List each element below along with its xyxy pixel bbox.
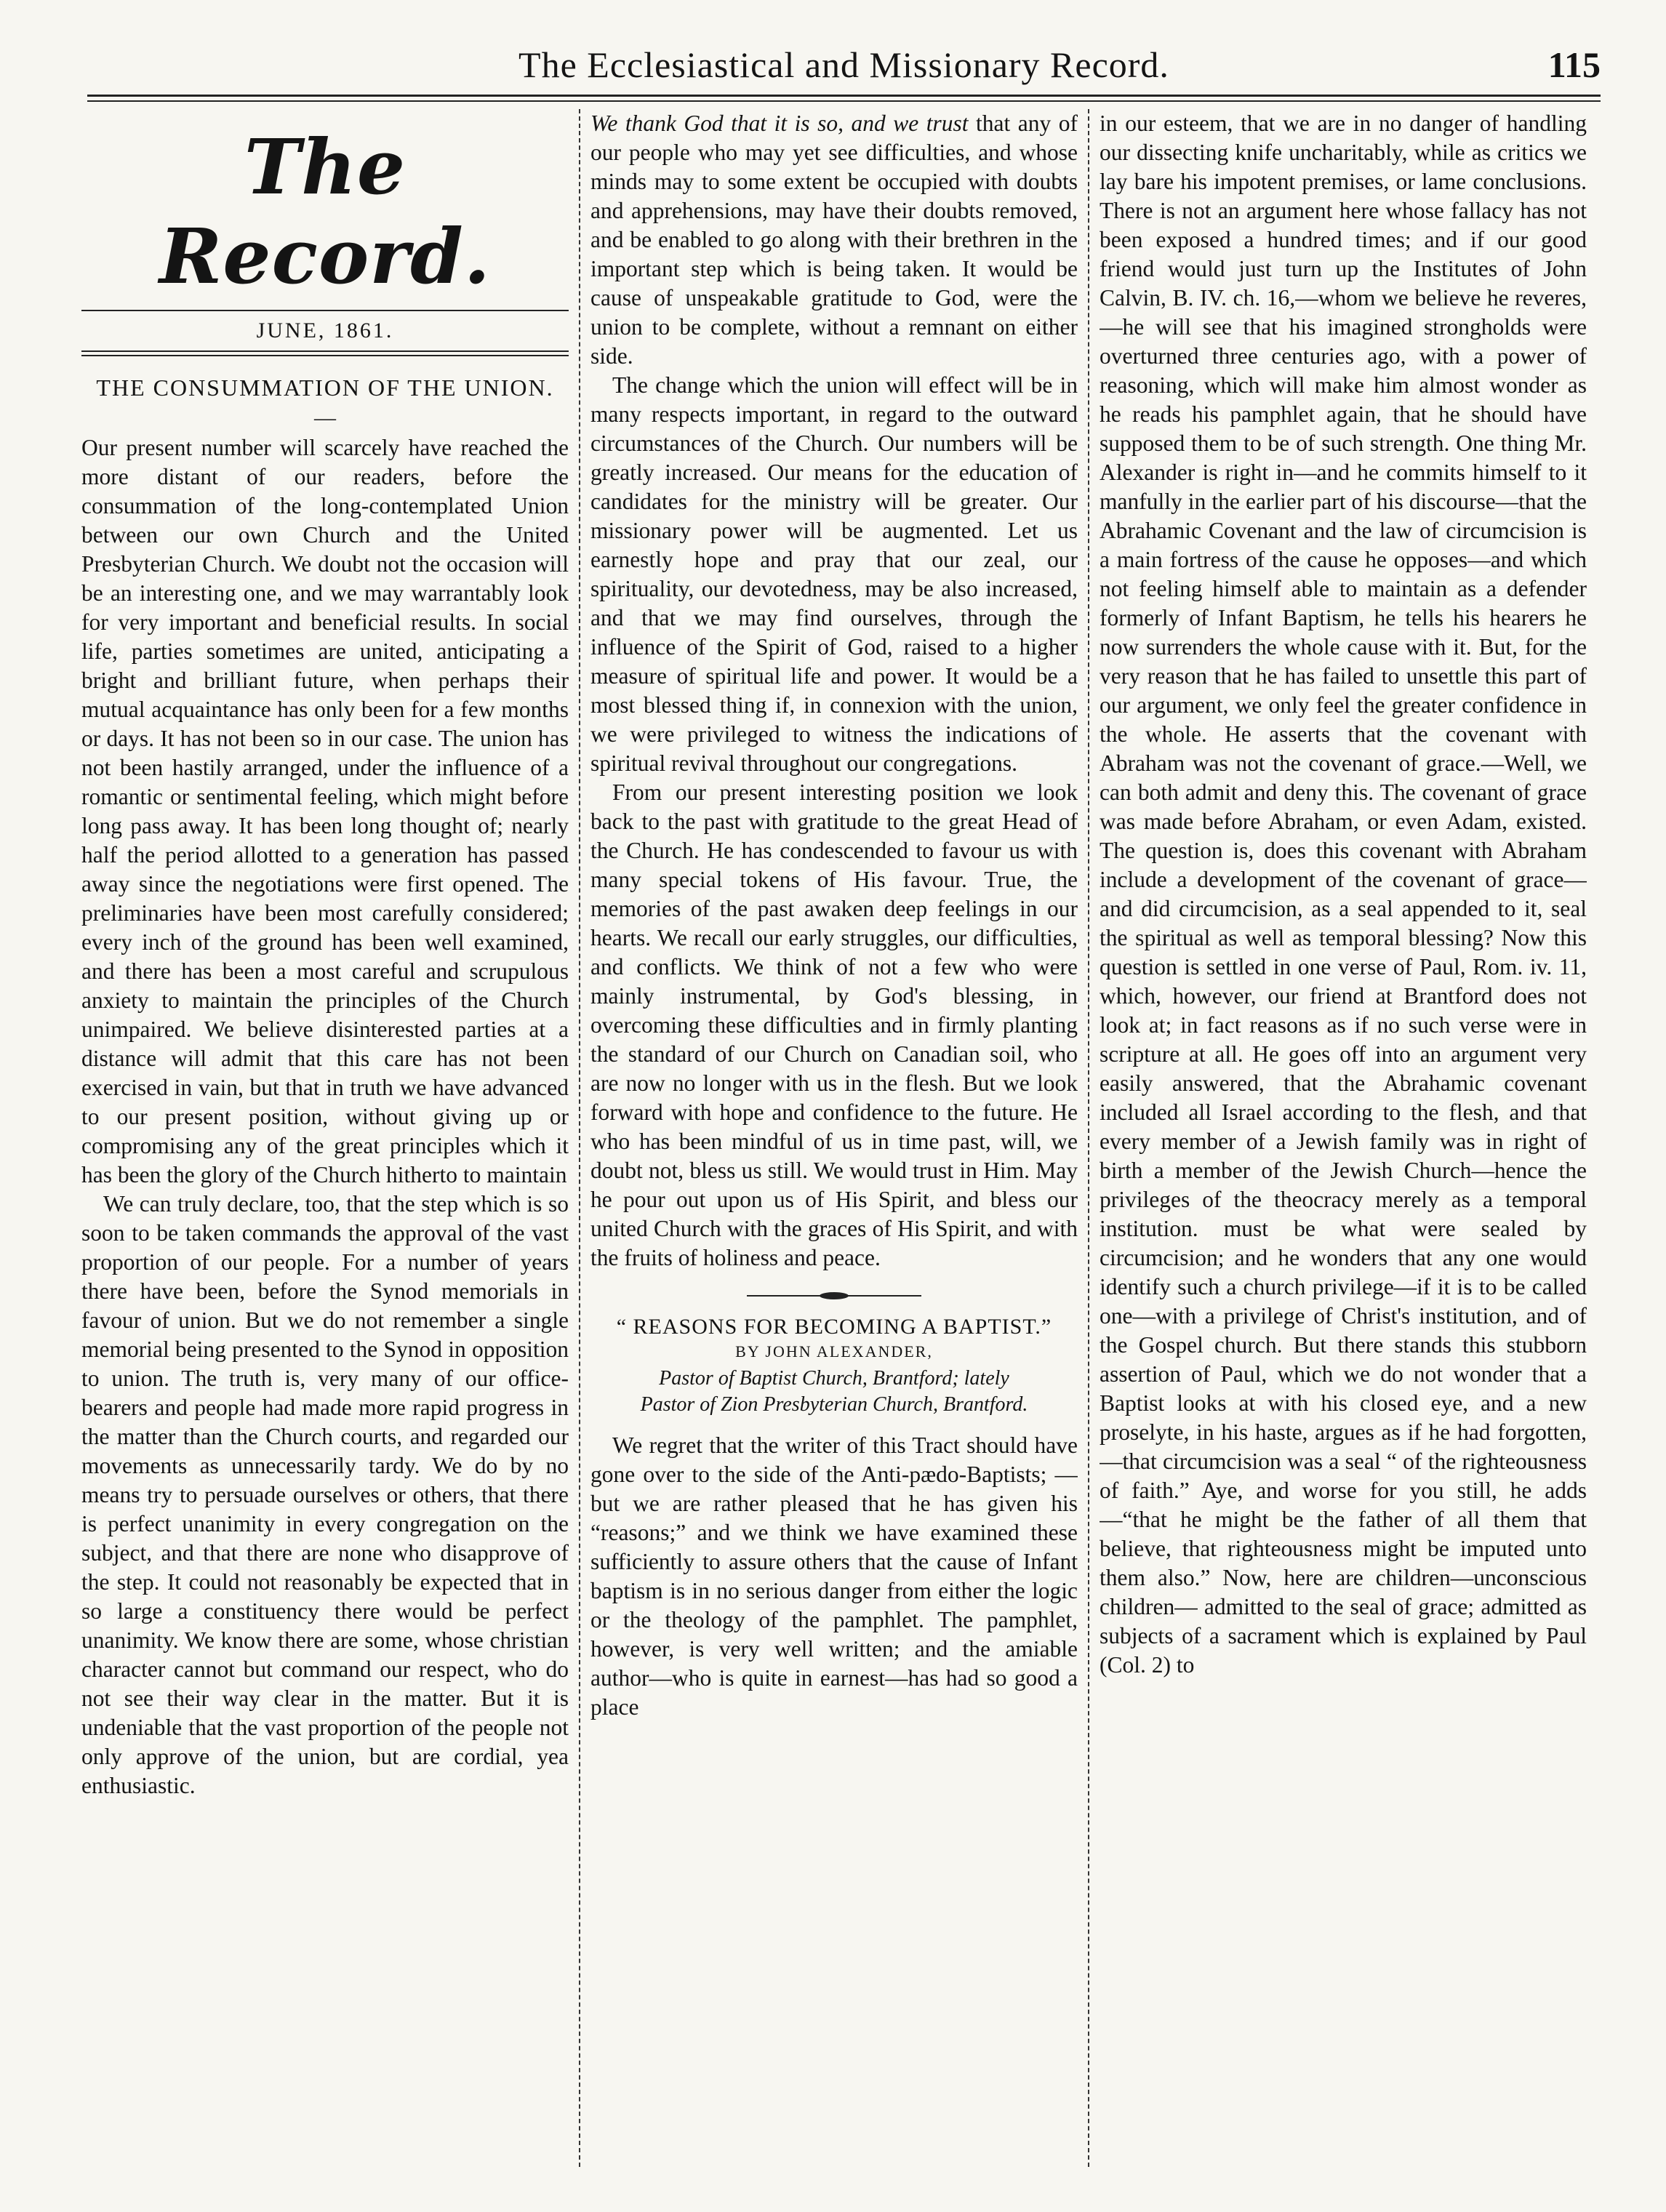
header-rule xyxy=(87,100,1601,102)
columns xyxy=(81,109,1601,2167)
article-paragraph xyxy=(590,109,1078,371)
masthead-title: The Record. xyxy=(159,122,491,301)
issue-date: JUNE, 1861. xyxy=(256,318,394,342)
article-paragraph: in our esteem, that we are in no danger of handling our dissecting knife uncharitably, while as critics we lay bare his impotent premises, or lame conclusions. There is not an argument here whose fallacy has not been exposed a hundred times; and if our good friend would just turn up the Institutes of John Calvin, B. IV. ch. 16,—whom we believe he reveres,—he will see that his imagined strongholds were overturned three centuries ago, with a power of reasoning, which will make him almost wonder as he reads his pamphlet again, that he should have supposed them to be of such strength. One thing Mr. Alexander is right in—and he commits himself to it manfully in the earlier part of his discourse—that the Abrahamic Covenant and the law of circumcision is a main fortress of the cause he opposes—and which not feeling himself able to maintain as a defender formerly of Infant Baptism, he tells his hearers he now surrenders the whole cause with it. But, for the very reason that he has failed to unsettle this part of our argument, we only feel the greater confidence in the whole. He asserts that the covenant with Abraham was not the covenant of grace.—Well, we can both admit and deny this. The covenant of grace was made before Abraham, or even Adam, existed. The question is, does this covenant with Abraham include a development of the covenant of grace—and did circumcision, as a seal appended to it, seal the spiritual as well as temporal blessing? Now this question is settled in one verse of Paul, Rom. iv. 11, which, however, our friend at Brantford does not look at; in fact reasons as if no such verse were in scripture at all. He goes off into an argument very easily answered, that the Abrahamic covenant included all Israel according to the flesh, and that every member of a Jewish family was in right of birth a member of the Jewish Church—hence the privileges of the theocracy merely as a temporal institution. must be what were sealed by circumcision; and he wonders that any one would identify such a church privilege—if it is to be called one—with a privilege of Christ's institution, and of the Gospel church. But there stands this stubborn assertion of Paul, which we do not wonder that a Baptist looks at with his closed eye, and a new proselyte, in his haste, argues as if he had forgotten,—that circumcision was a seal “ of the righteousness of faith.” Aye, and worse for you still, he adds—“that he might be the father of all them that believe, that righteousness might be imputed unto them also.” Now, here are children—unconscious children— admitted to the seal of grace; admitted as subjects of a sacrament which is explained by Paul (Col. 2) to xyxy=(1100,111,1587,1678)
article-paragraph: From our present interesting position we look back to the past with gratitude to the great Head of the Church. He has condescended to favour us with many special tokens of His favour. True, the memories of the past awaken deep feelings in our hearts. We recall our early struggles, our difficulties, and conflicts. We think of not a few who were mainly instrumental, by God's blessing, in overcoming these difficulties and in firmly planting the standard of our Church on Canadian soil, who are now no longer with us in the flesh. But we look forward with hope and confidence to the future. He who has been mindful of us in time past, will, we doubt not, bless us still. We would trust in Him. May he pour out upon us of His Spirit, and bless our united Church with the graces of His Spirit, and with the fruits of holiness and peace. xyxy=(590,780,1078,1270)
article-paragraph: We can truly declare, too, that the step which is so soon to be taken commands the approval of the vast proportion of our people. For a number of years there have been, before the Synod memorials in favour of union. But we do not remember a single memorial being presented to the Synod in opposition to union. The truth is, very many of our office-bearers and people had made more rapid progress in the matter than the Church courts, and regarded our movements as unnecessarily tardy. We do by no means try to persuade ourselves or others, that there is perfect unanimity in every congregation on the subject, and that there are none who disapprove of the step. It could not reasonably be expected that in so large a constituency there would be perfect unanimity. We know there are some, whose christian character cannot but command our respect, who do not see their way clear in the matter. But it is undeniable that the vast proportion of the people not only approve of the union, but are cordial, yea enthusiastic. xyxy=(81,1191,569,1798)
header-rule xyxy=(87,95,1601,97)
column-3 xyxy=(1100,109,1587,2167)
page-number: 115 xyxy=(1547,44,1601,85)
date-rule xyxy=(81,350,569,356)
article-title: THE CONSUMMATION OF THE UNION. xyxy=(96,374,554,401)
section-ornament xyxy=(747,1290,921,1302)
masthead-rule xyxy=(81,310,569,311)
italic-phrase: We thank God that it is so, and we trust xyxy=(590,111,969,136)
article-paragraph: The change which the union will effect will be in many respects important, in regard to the outward circumstances of the Church. Our numbers will be greatly increased. Our means for the education of candidates for the ministry will be greater. Our missionary power will be augmented. Let us earnestly hope and pray that our zeal, our spirituality, our devotedness, may be also increased, and that we may find ourselves, through the influence of the Spirit of God, raised to a higher measure of spiritual life and power. It would be a most blessed thing if, in connexion with the union, we were privileged to witness the indications of spiritual revival throughout our congregations. xyxy=(590,372,1078,776)
journal-title: The Ecclesiastical and Missionary Record. xyxy=(518,44,1169,85)
column-divider xyxy=(579,109,580,2167)
column-divider xyxy=(1088,109,1089,2167)
article-paragraph: Our present number will scarcely have reached the more distant of our readers, before the consummation of the long-contemplated Union between our own Church and the United Presbyterian Church. We doubt not the occasion will be an interesting one, and we may warrantably look for very important and beneficial results. In social life, parties sometimes are united, anticipating a bright and brilliant future, when perhaps their mutual acquaintance has only been for a few months or days. It has not been so in our case. The union has not been hastily arranged, under the influence of a romantic or sentimental feeling, which might before long pass away. It has been long thought of; nearly half the period allotted to a generation has passed away since the negotiations were first opened. The preliminaries have been most carefully considered; every inch of the ground has been well examined, and there has been a most careful and scrupulous anxiety to maintain the principles of the Church unimpaired. We believe disinterested parties at a distance will admit that this care has not been exercised in vain, but that in truth we have advanced to our present position, without giving up or compromising any of the great principles which it has been the glory of the Church hitherto to maintain xyxy=(81,435,569,1187)
affiliation-line: Pastor of Zion Presbyterian Church, Brantford. xyxy=(640,1393,1028,1416)
column-1 xyxy=(81,109,569,2167)
review-byline: BY JOHN ALEXANDER, xyxy=(735,1342,933,1361)
title-dash: — xyxy=(314,406,336,430)
running-head xyxy=(87,44,1601,95)
column-2 xyxy=(590,109,1078,2167)
affiliation-line: Pastor of Baptist Church, Brantford; lately xyxy=(659,1367,1009,1390)
review-title: “ REASONS FOR BECOMING A BAPTIST.” xyxy=(616,1315,1052,1339)
paragraph-text: that any of our people who may yet see difficulties, and whose minds may to some extent be occupied with doubts and apprehensions, may have their doubts removed, and be enabled to go along with their brethren in the important step which is being taken. It would be cause of unspeakable gratitude to God, were the union to be complete, without a remnant on either side. xyxy=(590,111,1078,369)
review-affiliation xyxy=(590,1366,1078,1418)
article-paragraph: We regret that the writer of this Tract should have gone over to the side of the Anti-pædo-Baptists; —but we are rather pleased that he has given his “reasons;” and we think we have examined these sufficiently to assure others that the cause of Infant baptism is in no serious danger from either the logic or the theology of the pamphlet. The pamphlet, however, is very well written; and the amiable author—who is quite in earnest—has had so good a place xyxy=(590,1432,1078,1720)
